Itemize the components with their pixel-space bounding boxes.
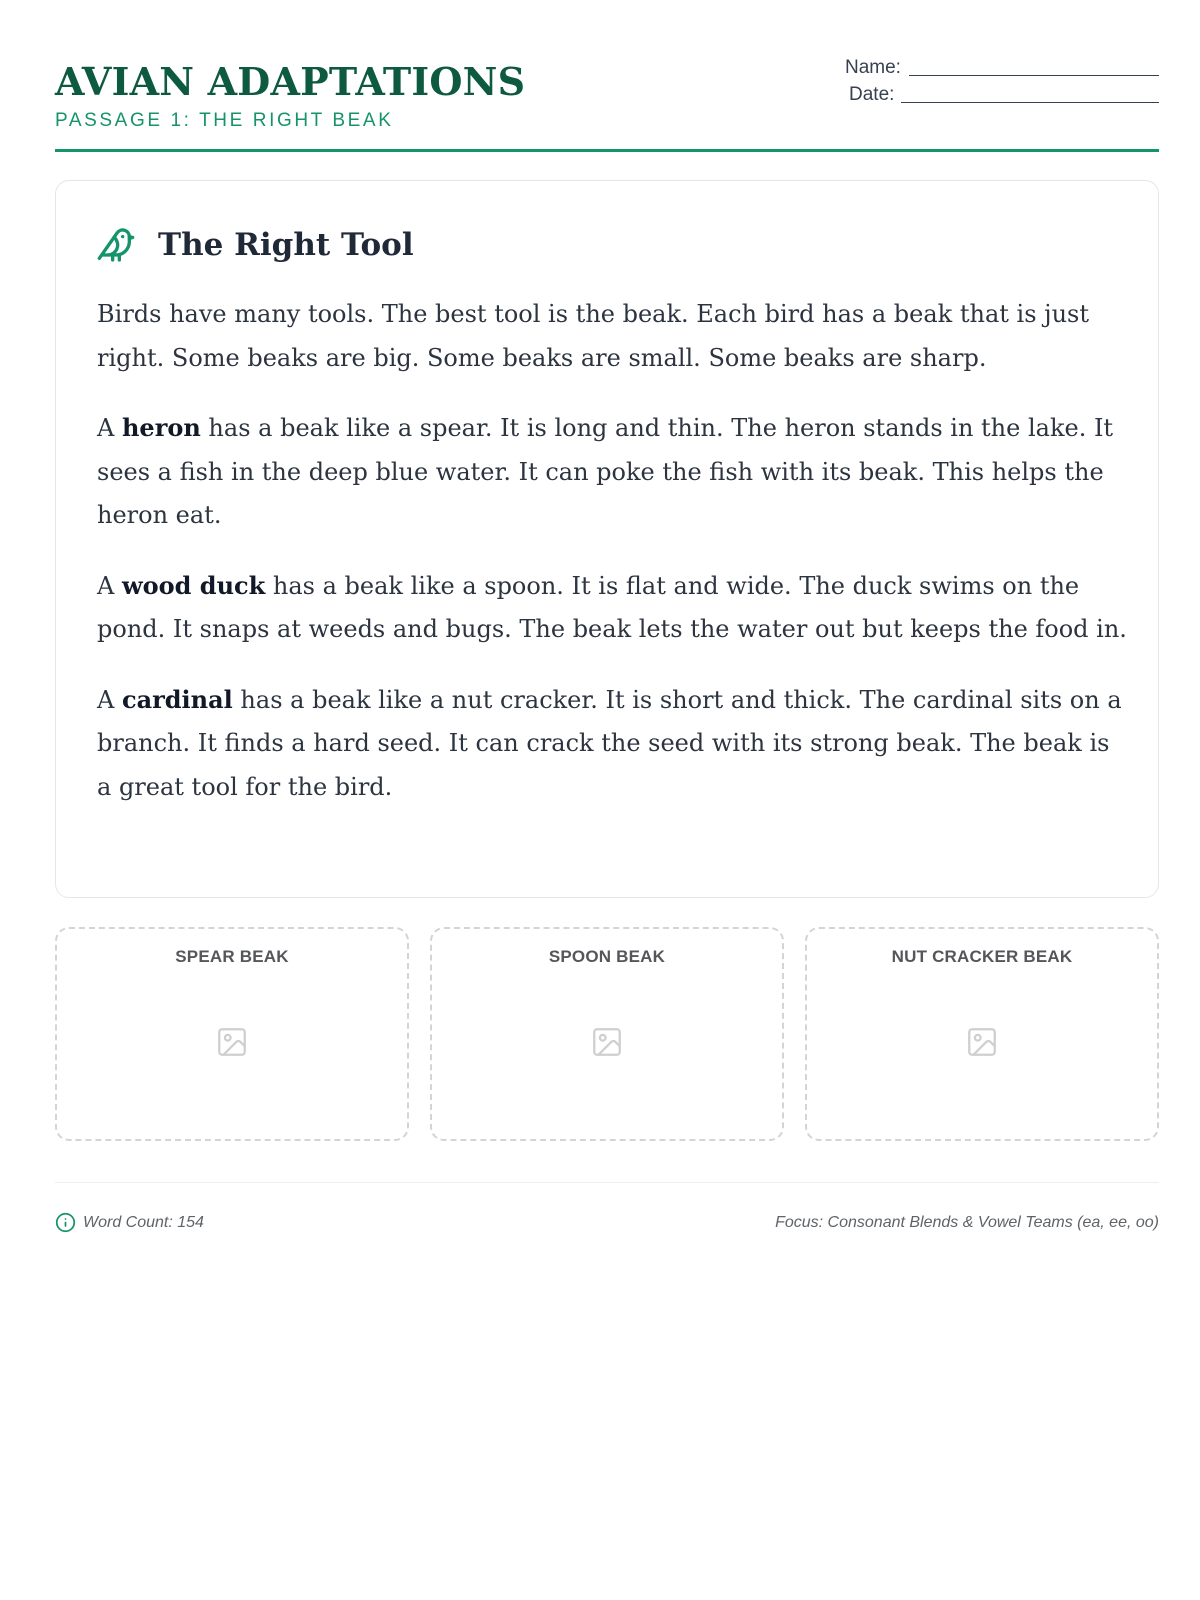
passage-paragraph-cardinal	[97, 678, 1127, 810]
image-placeholder-icon	[965, 1025, 999, 1059]
passage-body	[97, 293, 1127, 835]
bird-name-cardinal: cardinal	[121, 684, 233, 714]
info-icon	[55, 1212, 76, 1233]
paragraph-text: A	[97, 685, 122, 714]
paragraph-text: A	[97, 571, 122, 600]
passage-paragraph-heron	[97, 406, 1127, 538]
paragraph-text: Birds have many tools. The best tool is the beak. Each bird has a beak that is just right. Some beaks are big. Some beaks are small. Some beaks are sharp.	[97, 300, 1090, 372]
beak-box-label: NUT CRACKER BEAK	[891, 947, 1073, 966]
passage-paragraph-wood-duck	[97, 564, 1127, 652]
worksheet-footer	[55, 1182, 1159, 1233]
worksheet-page	[55, 0, 1159, 1231]
student-info-fields	[839, 54, 1159, 108]
focus-skills: Focus: Consonant Blends & Vowel Teams (ea, ee, oo)	[775, 1214, 1159, 1231]
name-blank-line[interactable]	[909, 75, 1159, 76]
name-label: Name:	[845, 57, 901, 78]
beak-box-label: SPEAR BEAK	[175, 947, 289, 966]
beak-image-boxes	[55, 927, 1159, 1141]
image-placeholder-icon	[590, 1025, 624, 1059]
worksheet-header	[55, 0, 1159, 152]
passage-subtitle: PASSAGE 1: THE RIGHT BEAK	[55, 110, 394, 131]
paragraph-text: has a beak like a spear. It is long and thin. The heron stands in the lake. It sees a fish in the deep blue water. It can poke the fish with its beak. This helps the heron eat.	[97, 414, 1114, 529]
beak-box-label: SPOON BEAK	[548, 947, 666, 966]
image-placeholder-icon	[215, 1025, 249, 1059]
worksheet-title: AVIAN ADAPTATIONS	[55, 59, 526, 104]
passage-card	[55, 180, 1159, 898]
paragraph-text: has a beak like a spoon. It is flat and wide. The duck swims on the pond. It snaps at weeds and bugs. The beak lets the water out but keeps the food in.	[97, 571, 1127, 643]
date-label: Date:	[849, 84, 895, 105]
passage-paragraph-intro	[97, 293, 1127, 380]
nut-cracker-beak-box	[805, 927, 1159, 1141]
spoon-beak-box	[430, 927, 784, 1141]
paragraph-text: A	[97, 414, 122, 442]
word-count: Word Count: 154	[83, 1214, 204, 1231]
bird-icon	[96, 225, 136, 265]
paragraph-text: has a beak like a nut cracker. It is short and thick. The cardinal sits on a branch. It finds a hard seed. It can crack the seed with its strong beak. The beak is a great tool for the bird.	[97, 685, 1122, 801]
bird-name-wood-duck: wood duck	[121, 570, 266, 600]
name-field[interactable]	[839, 54, 1159, 81]
spear-beak-box	[55, 927, 409, 1141]
date-blank-line[interactable]	[901, 102, 1159, 103]
bird-name-heron: heron	[121, 413, 201, 442]
passage-title: The Right Tool	[158, 227, 414, 263]
date-field[interactable]	[839, 81, 1159, 108]
